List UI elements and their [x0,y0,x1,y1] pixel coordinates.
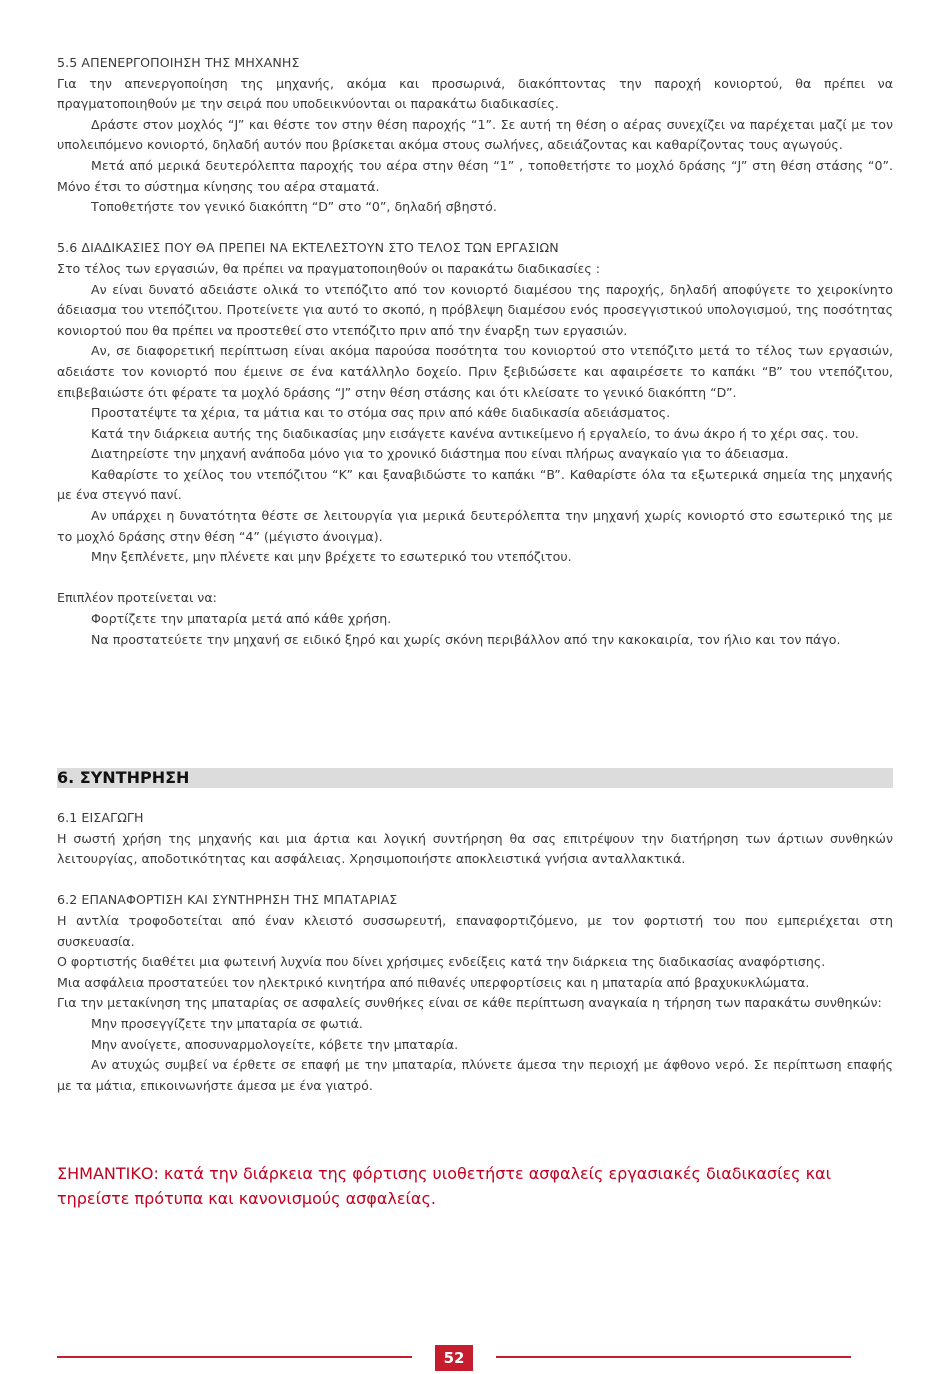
extra-intro: Επιπλέον προτείνεται να: [57,590,217,606]
step-5-6-6: Καθαρίστε το χείλος του ντεπόζιτου “K” και ξαναβιδώστε το καπάκι “B”. Καθαρίστε όλα τα εξωτερικά σημεία της μηχανής με ένα στεγνό πανί. [57,466,893,503]
extra-step-1: Φορτίζετε την μπαταρία μετά από κάθε χρήση. [91,611,392,627]
upper-content [57,53,893,650]
step-5-5-2: Μετά από μερικά δευτερόλεπτα παροχής του αέρα στην θέση “1” , τοποθετήστε το μοχλό δράσης “J” στη θέση στάσης “0”. Μόνο έτσι το σύστημα κίνησης του αέρα σταματά. [57,157,893,194]
text-6-2-2: Ο φορτιστής διαθέτει μια φωτεινή λυχνία που δίνει χρήσιμες ενδείξεις κατά την διάρκεια της διαδικασίας αναφόρτισης. [57,954,826,970]
heading-5-6: 5.6 ΔΙΑΔΙΚΑΣΙΕΣ ΠΟΥ ΘΑ ΠΡΕΠΕΙ ΝΑ ΕΚΤΕΛΕΣΤΟΥΝ ΣΤΟ ΤΕΛΟΣ ΤΩΝ ΕΡΓΑΣΙΩΝ [57,240,559,256]
intro-5-5: Για την απενεργοποίηση της μηχανής, ακόμα και προσωρινά, διακόπτοντας την παροχή κονιορτού, θα πρέπει να πραγματοποιηθούν με την σειρά που υποδεικνύονται οι παρακάτω διαδικασίες. [57,75,893,112]
step-5-5-1: Δράστε στον μοχλός “J” και θέστε τον στην θέση παροχής “1”. Σε αυτή τη θέση ο αέρας συνεχίζει να παρέχεται μαζί με τον υπολειπόμενο κονιορτό, δηλαδή αυτόν που βρίσκεται ακόμα στους σωλήνες, αδειάζοντας και καθαρίζοντας τους αγωγούς. [57,116,893,153]
text-6-2-3: Μια ασφάλεια προστατεύει τον ηλεκτρικό κινητήρα από πιθανές υπερφορτίσεις και η μπαταρία από βραχυκυκλώματα. [57,974,810,990]
text-6-2-1: Η αντλία τροφοδοτείται από έναν κλειστό συσσωρευτή, επαναφορτιζόμενο, με τον φορτιστή του που εμπεριέχεται στη συσκευασία. [57,912,893,949]
step-5-6-5: Διατηρείστε την μηχανή ανάποδα μόνο για το χρονικό διάστημα που είναι πλήρως αναγκαίο για το άδειασμα. [91,446,789,462]
battery-step-1: Μην προσεγγίζετε την μπαταρία σε φωτιά. [91,1015,363,1031]
footer-rule-right [496,1356,851,1358]
intro-5-6: Στο τέλος των εργασιών, θα πρέπει να πραγματοποιηθούν οι παρακάτω διαδικασίες : [57,260,600,276]
step-5-6-7: Αν υπάρχει η δυνατότητα θέστε σε λειτουργία για μερικά δευτερόλεπτα την μηχανή χωρίς κονιορτό στο εσωτερικό της με το μοχλό δράσης στην θέση “4” (μέγιστο άνοιγμα). [57,508,893,544]
section-6-title: 6. ΣΥΝΤΗΡΗΣΗ [57,768,190,787]
text-6-1: Η σωστή χρήση της μηχανής και μια άρτια και λογική συντήρηση θα σας επιτρέψουν την διατήρηση των άρτιων συνθηκών λειτουργίας, αποδοτικότητας και ασφάλειας. Χρησιμοποιήστε αποκλειστικά γνήσια ανταλλακτικά. [57,830,893,867]
heading-6-1: 6.1 ΕΙΣΑΓΩΓΗ [57,810,144,825]
step-5-6-8: Μην ξεπλένετε, μην πλένετε και μην βρέχετε το εσωτερικό του ντεπόζιτου. [91,549,572,565]
text-6-2-4: Για την μετακίνηση της μπαταρίας σε ασφαλείς συνθήκες είναι σε κάθε περίπτωση αναγκαία η τήρηση των παρακάτω συνθηκών: [57,995,882,1011]
heading-6-2: 6.2 ΕΠΑΝΑΦΟΡΤΙΣΗ ΚΑΙ ΣΥΝΤΗΡΗΣΗ ΤΗΣ ΜΠΑΤΑΡΙΑΣ [57,892,398,908]
important-note: ΣΗΜΑΝΤΙΚΟ: κατά την διάρκεια της φόρτισης υιοθετήστε ασφαλείς εργασιακές διαδικασίες και τηρείστε πρότυπα και κανονισμούς ασφαλείας. [57,1164,831,1208]
step-5-5-3: Τοποθετήστε τον γενικό διακόπτη “D” στο “0”, δηλαδή σβηστό. [91,199,497,215]
page-number-badge: 52 [435,1345,473,1371]
lower-content [57,808,893,1096]
heading-5-5: 5.5 ΑΠΕΝΕΡΓΟΠΟΙΗΣΗ ΤΗΣ ΜΗΧΑΝΗΣ [57,55,300,70]
step-5-6-3: Προστατέψτε τα χέρια, τα μάτια και το στόμα σας πριν από κάθε διαδικασία αδειάσματος. [91,405,671,421]
step-5-6-1: Αν είναι δυνατό αδειάστε ολικά το ντεπόζιτο από τον κονιορτό διαμέσου της παροχής, δηλαδή αποφύγετε το χειροκίνητο άδειασμα του ντεπόζιτου. Προτείνετε για αυτό το σκοπό, η πρόβλεψη διαμέσου ενός προσεγγιστικού υπολογισμού, της ποσότητας κονιορτού που θα πρέπει να προστεθεί στο ντεπόζιτο πριν από την έναρξη των εργασιών. [57,281,893,338]
battery-step-2: Μην ανοίγετε, αποσυναρμολογείτε, κόβετε την μπαταρία. [91,1036,459,1052]
step-5-6-4: Κατά την διάρκεια αυτής της διαδικασίας μην εισάγετε κανένα αντικείμενο ή εργαλείο, το άνω άκρο ή το χέρι σας. του. [91,425,859,441]
extra-step-2: Να προστατεύετε την μηχανή σε ειδικό ξηρό και χωρίς σκόνη περιβάλλον από την κακοκαιρία, τον ήλιο και τον πάγο. [91,631,841,647]
battery-step-3: Αν ατυχώς συμβεί να έρθετε σε επαφή με την μπαταρία, πλύνετε άμεσα την περιοχή με άφθονο νερό. Σε περίπτωση επαφής με τα μάτια, επικοινωνήστε άμεσα με ένα γιατρό. [57,1057,893,1093]
footer-rule-left [57,1356,412,1358]
step-5-6-2: Αν, σε διαφορετική περίπτωση είναι ακόμα παρούσα ποσότητα του κονιορτού στο ντεπόζιτο μετά το τέλος των εργασιών, αδειάστε τον κονιορτό που έμεινε σε ένα κατάλληλο δοχείο. Πριν ξεβιδώσετε και αφαιρέσετε το καπάκι “B” του ντεπόζιτου, επιβεβαιώστε ότι φέρατε τα μοχλό δράσης “J” στην θέση στάσης και ότι κλείσατε το γενικό διακόπτη “D”. [57,343,893,400]
